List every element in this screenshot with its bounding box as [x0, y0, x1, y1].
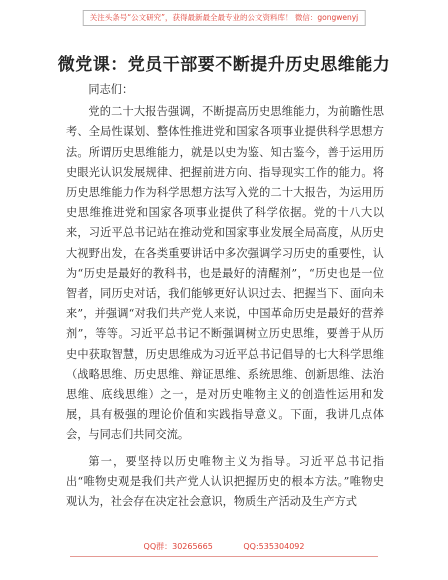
page-title: 微党课：党员干部要不断提升历史思维能力: [57, 55, 391, 75]
footer-divider: [70, 556, 378, 557]
body-paragraph-1: 党的二十大报告强调，不断提高历史思维能力，为前瞻性思考、全局性谋划、整体性推进党和国家各项事业提供科学思想方法。所谓历史思维能力，就是以史为鉴、知古鉴今，善于运用历史眼光认识发展规律、把握前进方向、指导现实工作的能力。将历史思维能力作为科学思想方法写入党的二十大报告，为运用历史思维推进党和国家各项事业提供了科学依据。党的十八大以来，习近平总书记站在推动党和国家事业发展全局高度，从历史大视野出发，在各类重要讲话中多次强调学习历史的重要性，认为“历史是最好的教科书，也是最好的清醒剂”，“历史也是一位智者，同历史对话，我们能够更好认识过去、把握当下、面向未来”，并强调“对我们共产党人来说，中国革命历史是最好的营养剂”，等等。习近平总书记不断强调树立历史思维，要善于从历史中获取智慧，历史思维成为习近平总书记倡导的七大科学思维（战略思维、历史思维、辩证思维、系统思维、创新思维、法治思维、底线思维）之一，是对历史唯物主义的创造性运用和发展，具有极强的理论价值和实践指导意义。下面，我讲几点体会，与同志们共同交流。: [66, 105, 384, 442]
body-paragraph-2: 第一，要坚持以历史唯物主义为指导。习近平总书记指出“唯物史观是我们共产党人认识把握历史的根本方法。”唯物史观认为，社会存在决定社会意识，物质生产活动及生产方式: [66, 454, 384, 509]
salutation: 同志们：: [88, 83, 134, 96]
footer-qq: QQ:535304092: [243, 542, 305, 551]
header-banner: 关注头条号“公文研究”，获得最新最全最专业的公文资料库！ 微信：gongwenyj: [83, 10, 366, 26]
footer-contact: [0, 541, 448, 552]
footer-qq-group: QQ群：30265665: [143, 542, 213, 551]
document-body: [66, 80, 384, 512]
